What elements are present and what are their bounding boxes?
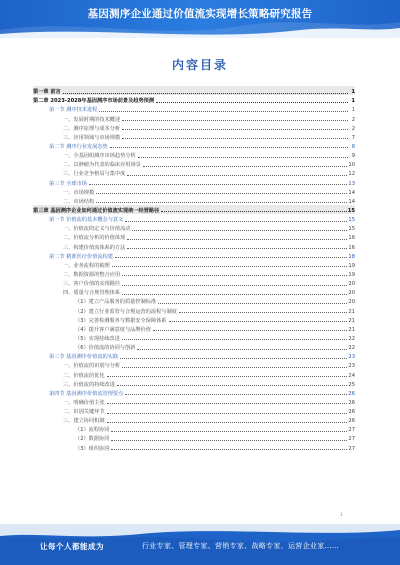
toc-entry[interactable] bbox=[33, 141, 355, 150]
toc-entry-title: 二、数据资源的整合应用 bbox=[63, 271, 121, 278]
toc-entry-title: 三、行业竞争格局与集中度 bbox=[63, 171, 126, 178]
toc-dot-leader bbox=[107, 413, 348, 414]
toc-entry-page: 12 bbox=[348, 171, 355, 178]
toc-entry-title: 第一节 价值流的基本概念与意义 bbox=[49, 217, 124, 224]
toc-entry[interactable] bbox=[33, 415, 355, 424]
toc-entry-page: 19 bbox=[348, 262, 355, 269]
toc-entry[interactable] bbox=[33, 442, 355, 451]
toc-dot-leader bbox=[125, 394, 347, 395]
toc-entry[interactable] bbox=[33, 424, 355, 433]
toc-dot-leader bbox=[107, 422, 348, 423]
toc-dot-leader bbox=[158, 303, 347, 304]
toc-entry-title: （3）完善检测服务与数据安全保障体系 bbox=[75, 317, 167, 324]
toc-entry[interactable] bbox=[33, 406, 355, 415]
toc-dot-leader bbox=[132, 230, 347, 231]
toc-entry-title: 三、建立协同机制 bbox=[63, 418, 105, 425]
toc-entry-page: 23 bbox=[348, 363, 355, 370]
toc-dot-leader bbox=[161, 211, 346, 212]
toc-entry-page: 20 bbox=[348, 281, 355, 288]
toc-entry-page: 22 bbox=[348, 345, 355, 352]
toc-entry[interactable] bbox=[33, 360, 355, 369]
toc-entry[interactable] bbox=[33, 159, 355, 168]
toc-entry[interactable] bbox=[33, 315, 355, 324]
toc-entry-page: 10 bbox=[348, 162, 355, 169]
toc-dot-leader bbox=[122, 285, 347, 286]
toc-dot-leader bbox=[117, 385, 348, 386]
toc-entry[interactable] bbox=[33, 388, 355, 397]
toc-entry-title: 一、价值流的定义与价值流动 bbox=[63, 226, 131, 233]
footer-banner bbox=[0, 524, 400, 565]
toc-entry[interactable] bbox=[33, 214, 355, 223]
toc-dot-leader bbox=[137, 349, 347, 350]
header-banner bbox=[0, 0, 400, 38]
toc-entry-page: 1 bbox=[351, 98, 355, 105]
toc-heading: 内容目录 bbox=[171, 58, 228, 72]
toc-dot-leader bbox=[179, 312, 348, 313]
toc-entry-page: 2 bbox=[351, 116, 355, 123]
toc-entry[interactable] bbox=[33, 95, 355, 104]
footer-slogan: 让每个人都能成为 bbox=[40, 542, 104, 551]
toc-entry-title: 三、价值流的持续改进 bbox=[63, 381, 115, 388]
toc-dot-leader bbox=[110, 147, 348, 148]
toc-entry-title: （2）数据协同 bbox=[75, 436, 110, 443]
toc-entry-page: 7 bbox=[351, 134, 355, 141]
toc-entry-page: 27 bbox=[348, 427, 355, 434]
toc-entry[interactable] bbox=[33, 333, 355, 342]
toc-entry-page: 16 bbox=[348, 244, 355, 251]
toc-entry-page: 9 bbox=[351, 153, 355, 160]
toc-entry[interactable] bbox=[33, 379, 355, 388]
toc-entry-page: 2 bbox=[351, 125, 355, 132]
toc-entry[interactable] bbox=[33, 397, 355, 406]
toc-entry-page: 14 bbox=[348, 189, 355, 196]
toc-entry-title: 第一节 测序技术进程 bbox=[49, 107, 98, 114]
toc-dot-leader bbox=[112, 266, 348, 267]
toc-entry-title: 二、价值流的优化 bbox=[63, 372, 105, 379]
toc-entry-page: 21 bbox=[348, 317, 355, 324]
toc-dot-leader bbox=[127, 248, 347, 249]
toc-entry-page: 16 bbox=[348, 235, 355, 242]
toc-entry-page: 20 bbox=[348, 290, 355, 297]
toc-entry[interactable] bbox=[33, 150, 355, 159]
toc-entry-title: 一、明确价值主张 bbox=[63, 399, 105, 406]
toc-entry[interactable] bbox=[33, 305, 355, 314]
toc-entry-page: 15 bbox=[348, 226, 355, 233]
toc-entry-page: 27 bbox=[348, 445, 355, 452]
toc-entry-page: 18 bbox=[348, 253, 355, 260]
toc-entry-page: 26 bbox=[348, 409, 355, 416]
toc-dot-leader bbox=[122, 294, 347, 295]
toc-entry[interactable] bbox=[33, 324, 355, 333]
toc-entry[interactable] bbox=[33, 241, 355, 250]
toc-entry-page: 25 bbox=[348, 381, 355, 388]
toc-entry-title: 二、识别关键环节 bbox=[63, 409, 105, 416]
toc-entry-title: 一、全基因组测序市场趋势分析 bbox=[63, 153, 136, 160]
toc-dot-leader bbox=[122, 138, 348, 139]
toc-dot-leader bbox=[127, 175, 347, 176]
toc-entry-title: 第二节 精准医疗价值流构建 bbox=[49, 253, 113, 260]
toc-dot-leader bbox=[169, 321, 348, 322]
toc-entry[interactable] bbox=[33, 260, 355, 269]
toc-dot-leader bbox=[89, 184, 347, 185]
toc-entry-title: 二、价值流分析的价值体现 bbox=[63, 235, 126, 242]
toc-entry-page: 14 bbox=[348, 198, 355, 205]
toc-dot-leader bbox=[96, 193, 347, 194]
toc-dot-leader bbox=[122, 129, 348, 130]
toc-dot-leader bbox=[127, 239, 347, 240]
toc-entry-page: 26 bbox=[348, 399, 355, 406]
toc-dot-leader bbox=[99, 111, 348, 112]
toc-entry[interactable] bbox=[33, 269, 355, 278]
toc-entry-title: （1）流程协同 bbox=[75, 427, 110, 434]
toc-entry-title: （1）建立产品服务的质量控制标准 bbox=[75, 299, 157, 306]
toc-entry-title: 第三节 全球市场 bbox=[49, 180, 87, 187]
toc-entry-title: 一、业务流程的梳理 bbox=[63, 262, 110, 269]
toc-entry-title: 三、应用领域与市场规模 bbox=[63, 134, 121, 141]
toc-entry-page: 13 bbox=[348, 180, 355, 187]
toc-entry-title: （3）组织协同 bbox=[75, 445, 110, 452]
toc-entry-page: 1 bbox=[351, 89, 355, 96]
toc-entry-title: 第四节 基因测序价值流管理要点 bbox=[49, 390, 124, 397]
toc-entry-title: 第三章 基因测序企业如何通过价值流实现统一经营路径 bbox=[33, 207, 160, 214]
toc-dot-leader bbox=[111, 431, 347, 432]
toc-dot-leader bbox=[115, 257, 347, 258]
toc-entry[interactable] bbox=[33, 187, 355, 196]
toc-entry[interactable] bbox=[33, 168, 355, 177]
toc-dot-leader bbox=[107, 376, 348, 377]
toc-entry-title: 三、构建价值流体系的方法 bbox=[63, 244, 126, 251]
toc-entry-page: 23 bbox=[348, 354, 355, 361]
toc-entry[interactable] bbox=[33, 223, 355, 232]
toc-entry-page: 24 bbox=[348, 372, 355, 379]
toc-entry[interactable] bbox=[33, 278, 355, 287]
toc-entry-page: 27 bbox=[348, 436, 355, 443]
toc-entry[interactable] bbox=[33, 251, 355, 260]
toc-dot-leader bbox=[143, 166, 348, 167]
toc-dot-leader bbox=[138, 157, 348, 158]
toc-dot-leader bbox=[122, 339, 348, 340]
toc-dot-leader bbox=[63, 93, 348, 94]
toc-entry-title: 一、价值流的识别与分析 bbox=[63, 363, 121, 370]
toc-dot-leader bbox=[153, 330, 347, 331]
toc-dot-leader bbox=[156, 102, 348, 103]
toc-entry-title: 一、市场规模 bbox=[63, 189, 95, 196]
toc-entry-page: 21 bbox=[348, 326, 355, 333]
toc-entry[interactable] bbox=[33, 351, 355, 360]
toc-entry[interactable] bbox=[33, 296, 355, 305]
toc-entry-title: （4）提升客户满意度与品牌价值 bbox=[75, 326, 151, 333]
toc-entry-title: （6）价值流的协同与创新 bbox=[75, 345, 136, 352]
toc-entry-title: 二、市场结构 bbox=[63, 198, 95, 205]
toc-entry-title: 一、发展时期的技术概述 bbox=[63, 116, 121, 123]
toc-entry[interactable] bbox=[33, 86, 355, 95]
toc-entry[interactable] bbox=[33, 342, 355, 351]
toc-entry-title: 第一章 前言 bbox=[33, 89, 61, 96]
table-of-contents bbox=[33, 86, 355, 452]
toc-entry-page: 20 bbox=[348, 299, 355, 306]
toc-entry-page: 15 bbox=[347, 207, 355, 214]
toc-entry[interactable] bbox=[33, 369, 355, 378]
toc-dot-leader bbox=[122, 120, 348, 121]
toc-entry-title: 第三节 基因测序价值流的实践 bbox=[49, 354, 119, 361]
toc-dot-leader bbox=[96, 202, 347, 203]
toc-entry-title: （5）实现持续改进 bbox=[75, 335, 120, 342]
toc-entry-title: 三、客户价值的实现路径 bbox=[63, 281, 121, 288]
toc-entry[interactable] bbox=[33, 232, 355, 241]
toc-entry-title: 第二节 测序行业发展态势 bbox=[49, 143, 108, 150]
footer-tagline: 行业专家、管理专家、营销专家、战略专家、运营企业家…… bbox=[142, 542, 340, 550]
toc-entry[interactable] bbox=[33, 104, 355, 113]
toc-entry-title: （2）建立行业监管与合规运营的流程与制度 bbox=[75, 308, 177, 315]
toc-entry-page: 26 bbox=[348, 390, 355, 397]
toc-dot-leader bbox=[122, 367, 347, 368]
toc-dot-leader bbox=[125, 221, 347, 222]
page-number: 1 bbox=[340, 512, 343, 517]
toc-entry[interactable] bbox=[33, 113, 355, 122]
toc-entry-page: 15 bbox=[348, 217, 355, 224]
toc-dot-leader bbox=[120, 358, 347, 359]
toc-entry[interactable] bbox=[33, 287, 355, 296]
toc-dot-leader bbox=[122, 275, 347, 276]
toc-entry-title: 第二章 2023-2028年基因测序市场前景及趋势预测 bbox=[33, 98, 155, 105]
toc-entry[interactable] bbox=[33, 205, 355, 214]
toc-entry-page: 1 bbox=[351, 107, 355, 114]
toc-entry[interactable] bbox=[33, 433, 355, 442]
toc-dot-leader bbox=[107, 403, 348, 404]
toc-entry[interactable] bbox=[33, 132, 355, 141]
toc-entry-page: 21 bbox=[348, 308, 355, 315]
toc-dot-leader bbox=[111, 440, 347, 441]
toc-entry-page: 22 bbox=[348, 335, 355, 342]
toc-entry-title: 四、质量与合规管理体系 bbox=[63, 290, 121, 297]
toc-entry-title: 二、以肿瘤为代表的临床应用场景 bbox=[63, 162, 141, 169]
toc-entry[interactable] bbox=[33, 177, 355, 186]
toc-entry-page: 26 bbox=[348, 418, 355, 425]
toc-dot-leader bbox=[111, 449, 347, 450]
toc-entry-title: 二、测序原理与成本分析 bbox=[63, 125, 121, 132]
toc-entry-page: 8 bbox=[351, 143, 355, 150]
toc-entry-page: 19 bbox=[348, 271, 355, 278]
toc-entry[interactable] bbox=[33, 123, 355, 132]
report-title: 基因测序企业通过价值流实现增长策略研究报告 bbox=[87, 8, 313, 20]
toc-entry[interactable] bbox=[33, 196, 355, 205]
